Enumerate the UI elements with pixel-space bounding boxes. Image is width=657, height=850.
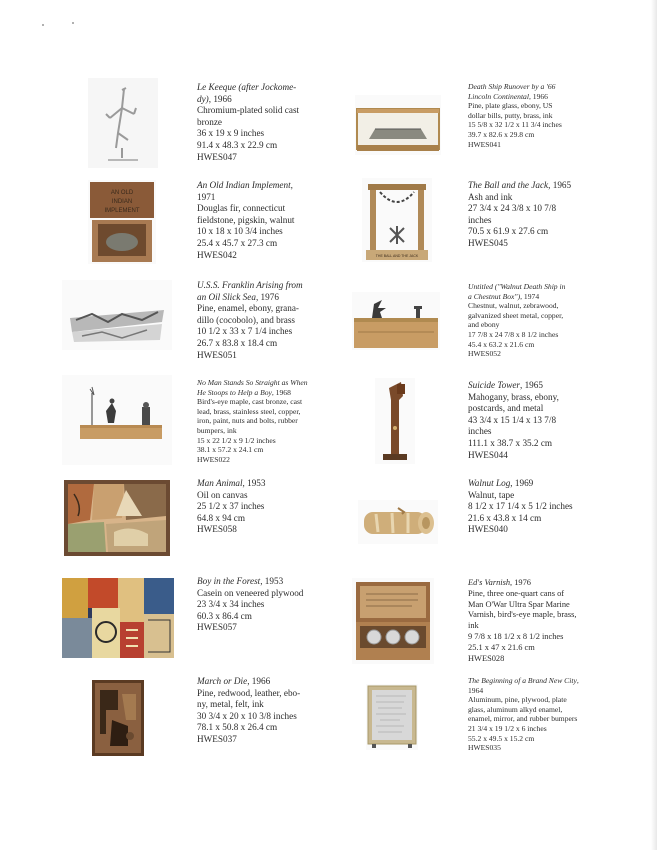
caption-line: Chromium-plated solid cast: [197, 105, 300, 116]
caption-line: 1964: [468, 685, 484, 695]
caption-line: 10 x 18 x 10 3/4 inches: [197, 226, 283, 237]
caption-title: March or Die: [197, 676, 248, 686]
caption-title: Untitled ("Walnut Death Ship in: [468, 282, 566, 291]
caption-year: , 1965: [548, 180, 572, 190]
artwork-thumbnail-no-man-stands: [62, 375, 172, 465]
caption-line: Pine, redwood, leather, ebo-: [197, 687, 301, 698]
artwork-thumbnail-walnut-log: [358, 500, 438, 544]
caption-line: Pine, plate glass, ebony, US: [468, 101, 553, 111]
caption-line: HWES045: [468, 237, 508, 248]
caption-year: ,: [576, 676, 579, 685]
caption-line: 26.7 x 83.8 x 18.4 cm: [197, 337, 278, 348]
caption-title: Boy in the Forest: [197, 576, 261, 586]
caption-title: Death Ship Runover by a '66: [468, 82, 556, 91]
caption-line: HWES044: [468, 449, 508, 460]
caption-line: ink: [468, 621, 479, 631]
page-edge-shadow: [651, 0, 657, 850]
caption-title: No Man Stands So Straight as When: [197, 378, 308, 387]
caption-man-animal: [197, 478, 265, 536]
caption-line: Man O'War Ultra Spar Marine: [468, 599, 570, 609]
caption-line: and ebony: [468, 320, 500, 330]
caption-march-or-die: [197, 676, 300, 746]
caption-line: 25.1 x 47 x 21.6 cm: [468, 642, 535, 652]
caption-year: , 1965: [519, 380, 543, 390]
artwork-thumbnail-suicide-tower: [375, 378, 415, 464]
caption-year: , 1966: [208, 93, 232, 104]
caption-line: Ash and ink: [468, 191, 513, 202]
caption-line: 17 7/8 x 24 7/8 x 8 1/2 inches: [468, 329, 559, 339]
caption-line: HWES042: [197, 249, 237, 260]
caption-line: 9 7/8 x 18 1/2 x 8 1/2 inches: [468, 631, 564, 641]
caption-suicide-tower: [468, 380, 559, 461]
caption-title: Walnut Log: [468, 478, 511, 488]
caption-line: 25 1/2 x 37 inches: [197, 501, 265, 512]
artwork-thumbnail-walnut-death-ship: [352, 292, 440, 350]
caption-line: HWES047: [197, 151, 237, 162]
caption-line: HWES035: [468, 743, 501, 753]
caption-title: U.S.S. Franklin Arising from: [197, 280, 303, 290]
caption-line: postcards, and metal: [468, 403, 544, 414]
caption-line: 1971: [197, 191, 216, 202]
caption-no-man-stands: [197, 378, 308, 464]
caption-line: 70.5 x 61.9 x 27.6 cm: [468, 226, 549, 237]
caption-line: 91.4 x 48.3 x 22.9 cm: [197, 139, 278, 150]
caption-line: 23 3/4 x 34 inches: [197, 599, 265, 610]
caption-line: Casein on veneered plywood: [197, 587, 304, 598]
caption-line: Bird's-eye maple, cast bronze, cast: [197, 397, 303, 407]
artwork-thumbnail-le-keeque: [88, 78, 158, 168]
caption-line: 15 5/8 x 32 1/2 x 11 3/4 inches: [468, 120, 562, 130]
caption-line: 21 3/4 x 19 1/2 x 6 inches: [468, 723, 547, 733]
caption-line: Aluminum, pine, plywood, plate: [468, 695, 567, 705]
caption-line: Douglas fir, connecticut: [197, 203, 286, 214]
caption-line: 10 1/2 x 33 x 7 1/4 inches: [197, 326, 293, 337]
caption-line: Mahogany, brass, ebony,: [468, 391, 559, 402]
caption-eds-varnish: [468, 578, 577, 664]
caption-year: , 1976: [510, 578, 531, 587]
artwork-thumbnail-man-animal: [64, 480, 170, 556]
caption-line: HWES037: [197, 733, 237, 744]
caption-line: HWES057: [197, 622, 237, 633]
caption-line: HWES052: [468, 349, 501, 359]
caption-line: lead, brass, stainless steel, copper,: [197, 406, 301, 416]
caption-year: , 1969: [510, 478, 534, 488]
caption-line: HWES041: [468, 139, 501, 149]
caption-line: HWES058: [197, 524, 237, 535]
caption-line: HWES028: [468, 653, 505, 663]
caption-line: glass, aluminum alkyd enamel,: [468, 704, 563, 714]
caption-line: 45.4 x 63.2 x 21.6 cm: [468, 339, 535, 349]
caption-line: inches: [468, 426, 492, 437]
caption-line: dollar bills, putty, brass, ink: [468, 110, 553, 120]
caption-brand-new-city: [468, 676, 579, 753]
caption-line: Walnut, tape: [468, 489, 515, 500]
caption-line: 27 3/4 x 24 3/8 x 10 7/8: [468, 203, 557, 214]
caption-line: 30 3/4 x 20 x 10 3/8 inches: [197, 710, 297, 721]
scan-speck: [42, 24, 44, 26]
caption-title: Lincoln Continental: [468, 91, 529, 101]
caption-year: , 1953: [242, 478, 266, 488]
caption-boy-in-forest: [197, 576, 303, 634]
caption-title: a Chestnut Box"): [468, 291, 521, 301]
caption-line: Pine, enamel, ebony, grana-: [197, 303, 299, 314]
caption-line: 36 x 19 x 9 inches: [197, 128, 265, 139]
caption-indian-implement: [197, 180, 294, 261]
caption-ball-and-jack: [468, 180, 571, 250]
caption-year: , 1976: [255, 291, 279, 302]
caption-line: enamel, mirror, and rubber bumpers: [468, 714, 578, 724]
caption-title: The Ball and the Jack: [468, 180, 549, 190]
box-label-3: IMPLEMENT: [104, 208, 140, 214]
scan-speck: [72, 22, 74, 24]
caption-line: Varnish, bird's-eye maple, brass,: [468, 610, 577, 620]
caption-line: HWES022: [197, 454, 230, 464]
caption-year: , 1966: [247, 676, 271, 686]
caption-line: bumpers, ink: [197, 425, 237, 435]
artwork-thumbnail-march-or-die: [92, 680, 144, 756]
caption-line: Oil on canvas: [197, 489, 248, 500]
caption-line: HWES051: [197, 349, 237, 360]
caption-line: HWES040: [468, 524, 508, 535]
caption-year: , 1974: [520, 291, 540, 301]
caption-year: , 1968: [271, 387, 291, 397]
artwork-thumbnail-boy-in-forest: [62, 578, 174, 658]
caption-line: 39.7 x 82.6 x 29.8 cm: [468, 129, 535, 139]
caption-line: 55.2 x 49.5 x 15.2 cm: [468, 733, 535, 743]
caption-year: , 1966: [528, 91, 548, 101]
caption-walnut-log: [468, 478, 573, 536]
caption-line: bronze: [197, 116, 222, 127]
jack-base-label: THE BALL AND THE JACK: [375, 254, 419, 258]
caption-line: 111.1 x 38.7 x 35.2 cm: [468, 437, 553, 448]
caption-line: galvanized sheet metal, copper,: [468, 310, 564, 320]
artwork-thumbnail-death-ship: [355, 95, 441, 155]
caption-title: The Beginning of a Brand New City: [468, 676, 577, 685]
caption-line: 78.1 x 50.8 x 26.4 cm: [197, 722, 278, 733]
artwork-thumbnail-uss-franklin: [62, 280, 172, 350]
caption-line: 60.3 x 86.4 cm: [197, 610, 252, 621]
caption-title: He Stoops to Help a Boy: [197, 387, 272, 397]
artwork-thumbnail-brand-new-city: [366, 684, 418, 750]
caption-line: iron, paint, nuts and bolts, rubber: [197, 416, 298, 426]
caption-line: ny, metal, felt, ink: [197, 699, 264, 710]
caption-line: 64.8 x 94 cm: [197, 512, 245, 523]
caption-title: an Oil Slick Sea: [197, 291, 256, 302]
artwork-thumbnail-eds-varnish: [352, 578, 434, 664]
caption-line: fieldstone, pigskin, walnut: [197, 214, 295, 225]
caption-year: , 1953: [260, 576, 284, 586]
caption-line: 43 3/4 x 15 1/4 x 13 7/8: [468, 414, 557, 425]
caption-title: Suicide Tower: [468, 380, 520, 390]
caption-line: Pine, three one-quart cans of: [468, 588, 565, 598]
caption-line: 15 x 22 1/2 x 9 1/2 inches: [197, 435, 276, 445]
box-label-1: AN OLD: [110, 190, 134, 196]
artwork-thumbnail-indian-implement: [88, 180, 156, 264]
caption-line: Chestnut, walnut, zebrawood,: [468, 301, 559, 311]
box-label-2: INDIAN: [111, 199, 133, 205]
caption-death-ship: [468, 82, 562, 149]
caption-uss-franklin: [197, 280, 303, 361]
caption-line: 25.4 x 45.7 x 27.3 cm: [197, 237, 278, 248]
caption-line: inches: [468, 214, 492, 225]
caption-line: 38.1 x 57.2 x 24.1 cm: [197, 445, 264, 455]
caption-title: An Old Indian Implement,: [197, 180, 293, 190]
caption-title: Man Animal: [197, 478, 243, 488]
artwork-thumbnail-ball-and-jack: [362, 178, 432, 262]
caption-title: dy): [197, 93, 209, 104]
caption-line: dillo (cocobolo), and brass: [197, 314, 295, 325]
caption-walnut-death-ship: [468, 282, 565, 359]
caption-title: Ed's Varnish: [468, 578, 511, 587]
caption-line: 21.6 x 43.8 x 14 cm: [468, 512, 542, 523]
caption-le-keeque: [197, 82, 299, 163]
caption-line: 8 1/2 x 17 1/4 x 5 1/2 inches: [468, 501, 573, 512]
caption-title: Le Keeque (after Jockome-: [197, 82, 297, 92]
